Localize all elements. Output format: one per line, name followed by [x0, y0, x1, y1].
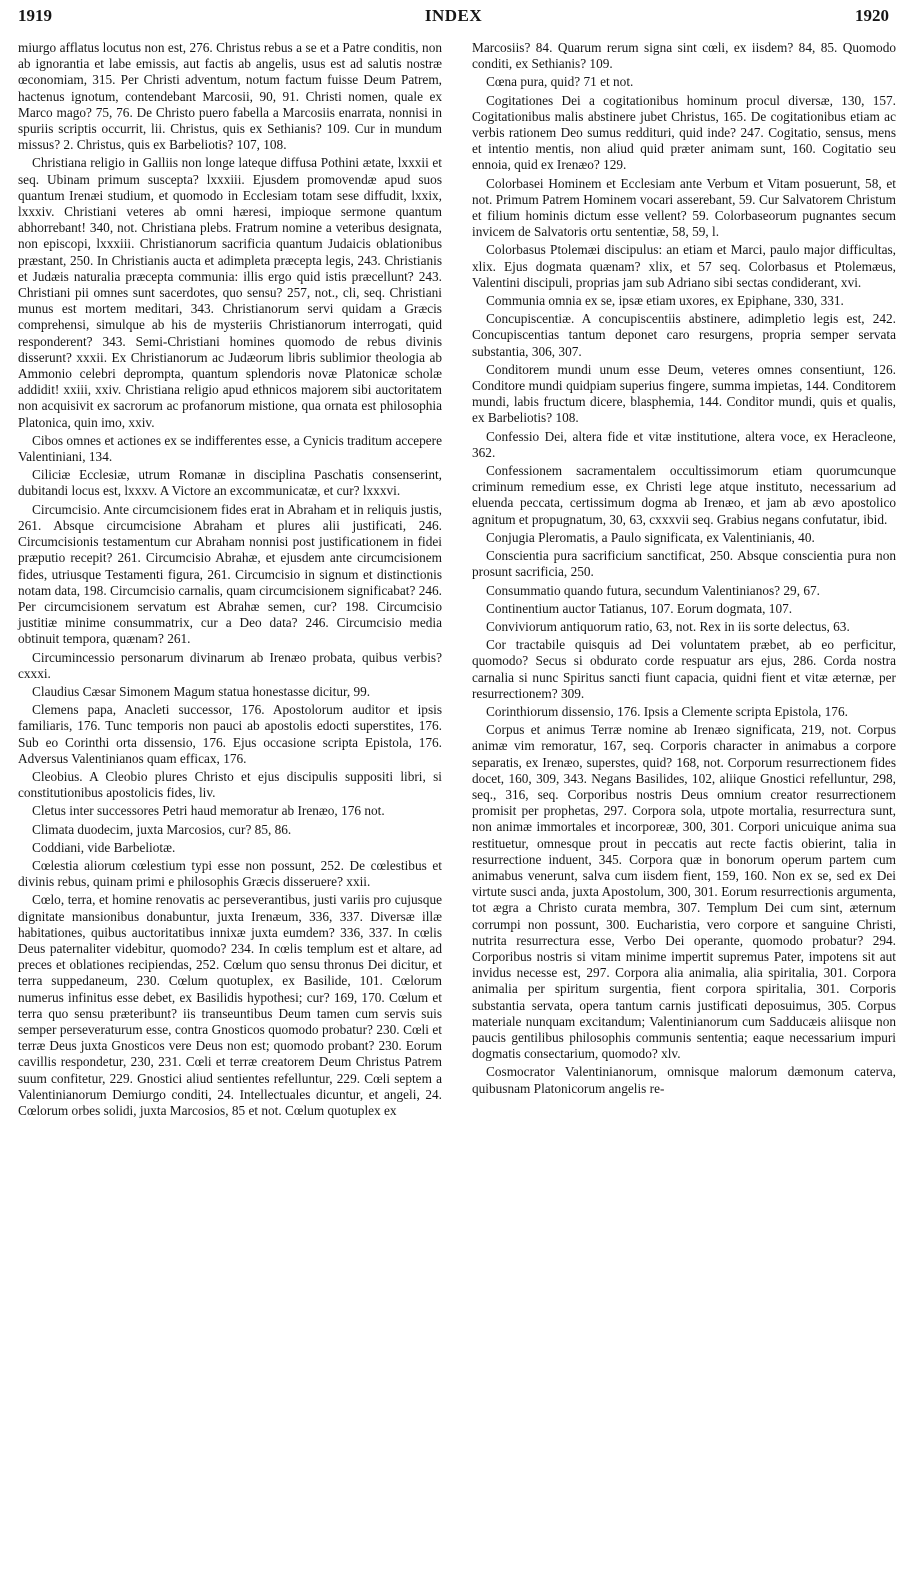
- index-entry: Concupiscentiæ. A concupiscentiis abstinere, adimpletio legis est, 242. Concupiscentias tantum deponet caro resurgens, propria semper servata substantia, 306, 307.: [472, 311, 896, 359]
- index-entry: Cibos omnes et actiones ex se indifferentes esse, a Cynicis traditum accepere Valentiniani, 134.: [18, 432, 442, 465]
- page-header: [18, 4, 889, 30]
- index-entry: Conjugia Pleromatis, a Paulo significata, ex Valentinianis, 40.: [486, 529, 815, 545]
- index-entry: Conditorem mundi unum esse Deum, veteres omnes consentiunt, 126. Conditore mundi quidpiam superius fingere, summa impietas, 144. Conditorem mundi, labis fructum dicere, blasphemia, 144. Conditor mundi, quis et qualis, ex Barbeliotis? 108.: [472, 361, 896, 426]
- index-entry: Communia omnia ex se, ipsæ etiam uxores, ex Epiphane, 330, 331.: [486, 293, 844, 309]
- index-entry: Circumcisio. Ante circumcisionem fides erat in Abraham et in reliquis justis, 261. Absque circumcisione Abraham et plures alii justificati, 246. Circumcisionis testamentum cur Abraham nonnisi post justificationem in fidei præputio recepit? 261. Circumcisio Abrahæ, et ejusdem ante circumcisionem fides, utriusque Testamenti figura, 261. Circumcisio in signum et distinctionis notam data, 198. Circumcisio carnalis, quam circumcisionem significabat? 246. Per circumcisionem servatum est Abrahæ semen, cur? 198. Circumcisio justitiæ minime consummatrix, cur a Deo data? 246. Circumcisio media obtinuit tempora, quænam? 261.: [18, 501, 442, 647]
- index-entry: Cleobius. A Cleobio plures Christo et ejus discipulis suppositi libri, si constitutionibus apostolicis fides, liv.: [18, 768, 442, 801]
- running-title: INDEX: [424, 6, 483, 25]
- index-entry: Cogitationes Dei a cogitationibus hominum procul diversæ, 130, 157. Cogitationibus malis abstinere jubet Christus, 165. De cogitationibus etiam ac verbis rationem Deo sumus reddituri, quid inde? 247. Cogitatio, sensus, mens et intentio mentis, non aliud quid præter animam sunt, 160. Cogitatio seu ennoia, quid ex Irenæo? 129.: [472, 92, 896, 173]
- index-entry: Cosmocrator Valentinianorum, omnisque malorum dæmonum caterva, quibusnam Platonicorum angelis re-: [472, 1064, 896, 1096]
- index-entry: Cor tractabile quisquis ad Dei voluntatem præbet, ab eo perficitur, quomodo? Secus si obdurato corde respuatur ars ejus, 286. Corda nostra carnalia si nunc Spiritus sancti fiunt capacia, quidni fient et vitæ æternæ, per resurrectionem? 309.: [472, 637, 896, 701]
- index-entry: Conscientia pura sacrificium sanctificat, 250. Absque conscientia pura non prosunt sacrificia, 250.: [472, 548, 896, 580]
- index-entry: Ciliciæ Ecclesiæ, utrum Romanæ in disciplina Paschatis consenserint, dubitandi locus est, lxxxv. A Victore an excommunicatæ, et cur? lxxxvi.: [18, 467, 442, 499]
- index-entry: Claudius Cæsar Simonem Magum statua honestasse dicitur, 99.: [32, 683, 371, 699]
- index-entry: Conviviorum antiquorum ratio, 63, not. Rex in iis sorte delectus, 63.: [486, 618, 850, 634]
- right-column: [472, 40, 896, 1099]
- index-entry: Continentium auctor Tatianus, 107. Eorum dogmata, 107.: [486, 600, 793, 616]
- index-entry: Coddiani, vide Barbeliotæ.: [32, 839, 176, 855]
- index-entry: Colorbasus Ptolemæi discipulus: an etiam et Marci, paulo major difficultas, xlix. Ejus dogmata quænam? xlix, et 57 seq. Colorbasus et Ptolemæus, Valentini discipuli, proprias jam sub Adriano sibi sectas condiderant, xvi.: [472, 242, 896, 290]
- index-entry: Climata duodecim, juxta Marcosios, cur? 85, 86.: [32, 821, 292, 837]
- index-entry: Confessionem sacramentalem occultissimorum etiam quorumcunque criminum remedium esse, ex Christi lege atque instituto, necessarium ad eluenda peccata, certissimum dogma ab Irenæo, et jam ab ævo apostolico agnitum et propugnatum, 30, 63, cxxxvii seq. Grabius negans confutatur, ibid.: [472, 463, 896, 527]
- index-entry: Corinthiorum dissensio, 176. Ipsis a Clemente scripta Epistola, 176.: [486, 703, 848, 719]
- index-entry: Cœlestia aliorum cœlestium typi esse non possunt, 252. De cœlestibus et divinis rebus, quinam primi e philosophis Græcis disseruere? xxii.: [18, 857, 442, 890]
- index-entry: Confessio Dei, altera fide et vitæ institutione, altera voce, ex Heracleone, 362.: [472, 428, 896, 460]
- index-entry: Cœna pura, quid? 71 et not.: [486, 74, 634, 90]
- index-entry: miurgo afflatus locutus non est, 276. Christus rebus a se et a Patre conditis, non ab ignorantia et labe emissis, aut factis ab angelis, usus est ad salutis nostræ œconomiam, 315. Per Christi adventum, notum factum fuisse Deum Patrem, hactenus ignotum, contendebant Marcosii, 90, 91. Christi nomen, quale ex Marco mago? 75, 76. De Christo puero fabella a Marcosiis enarrata, nonnisi in spuriis scriptis occurrit, lii. Christus, quis ex Sethianis? 109. Cur in mundum missus? 2. Christus, quis ex Barbeliotis? 107, 108.: [18, 40, 442, 153]
- right-page-number: 1920: [855, 6, 889, 25]
- index-entry: Consummatio quando futura, secundum Valentinianos? 29, 67.: [486, 582, 820, 598]
- index-entry: Clemens papa, Anacleti successor, 176. Apostolorum auditor et ipsis familiaris, 176. Tunc temporis non pauci ab apostolis edocti superstites, 176. Sub eo Corinthi orta dissensio, 176. Ejus occasione scripta Epistola, 176. Adversus Valentinianos quam efficax, 176.: [18, 702, 442, 766]
- left-column: [18, 40, 442, 1121]
- index-entry: Marcosiis? 84. Quarum rerum signa sint cœli, ex iisdem? 84, 85. Quomodo conditi, ex Sethianis? 109.: [472, 40, 896, 72]
- index-entry: Colorbasei Hominem et Ecclesiam ante Verbum et Vitam posuerunt, 58, et not. Primum Patrem Hominem vocari asserebant, 59. Cur Salvatorem Christum et filium hominis dictum esse vellent? 59. Colorbaseorum pugnantes secum invicem de Salvatoris ortu sententiæ, 58, 59, l.: [472, 175, 896, 240]
- index-entry: Circumincessio personarum divinarum ab Irenæo probata, quibus verbis? cxxxi.: [18, 649, 442, 681]
- index-entry: Corpus et animus Terræ nomine ab Irenæo significata, 219, not. Corpus animæ vim remoratur, 167, seq. Corporis character in animabus a corpore separatis, ex Irenæo, superstes, quid? 168, not. Corporum resurrectionem fides docet, 160, 309, 343. Negans Basilides, 102, aliique Gnostici refelluntur, 298, seq., 316, seq. Corporibus nostris Deus omnium creator resurrectionem promisit per prophetas, 297. Corpora sola, utpote mortalia, resurrectura sunt, non animæ immortales et incorporeæ, 300, 301. Corpori unicuique anima sua restituetur, omnesque prout in peccatis aut recte factis obierint, talia in resurrectione induent, 345. Corpora quæ in bonorum operum partem cum animabus venerunt, salva cum iisdem fient, 159, 160. Non ex se, sed ex Dei virtute susci anda, juxta Apostolum, 300, 301. Eorum resurrectionis argumenta, tot ægra a Christo curata membra, 307. Templum Dei cum sint, æternum corrumpi non possunt, 300. Eucharistia, vero corpore et sanguine Christi, nutrita resurrectura esse, Verbo Dei operante, quomodo probatur? 294. Corporibus nostris si vitam minime impertit supremus Pater, impotens sit aut invidus necesse est, 297. Corpora alia animalia, alia spiritalia, 301. Corpora animalia per spiritum surgentia, fient corpora spiritalia, 301. Corporis substantia servata, opera tantum carnis justificati deposuimus, 305. Corpus materiale nunquam excitandum; Valentinianorum cum Sadducæis aliisque non paucis gentilibus philosophis communis sententia; eaque necessarium impuri dogmatis consectarium, quomodo? xlv.: [472, 722, 896, 1062]
- index-entry: Christiana religio in Galliis non longe lateque diffusa Pothini ætate, lxxxii et seq. Ubinam primum suscepta? lxxxiii. Ejusdem promovendæ apud suos quantum Irenæi studium, et quomodo in Ecclesiam totam sese diffudit, lxxix, lxxxiv. Christiani veteres ab omni hæresi, impioque sermone quantum abhorrebant! 340, not. Christiana plebs. Fratrum nomine a veteribus designata, non episcopi, lxxxiii. Christianorum sacrificia quantum Judaicis oblationibus præstant, 250. In Christianis aucta et adimpleta præcepta legis, 243. Christianis et Judæis naturalia præcepta communia: illis ergo quid istis præcellunt? 243. Christiani pii omnes sunt sacerdotes, quo sensu? 257, not., cli, seq. Christiani munus est mortem meditari, 343. Christianorum servi quidam a Græcis comprehensi, simulque ab his de mysteriis Christianorum interrogati, quid responderent? 343. Semi-Christiani homines quomodo de rebus divinis disserunt? xxxii. Ex Christianorum ac Judæorum libris sublimior theologia ab Ammonio celebri deprompta, quantum splendoris novæ Platonicæ scholæ addidit! xxiii, xxiv. Christiana religio apud ethnicos majorem sibi auctoritatem non acquisivit ex sacrorum ac profanorum mistione, qua ornata est philosophia Platonica, quin imo, xxiv.: [18, 155, 442, 430]
- index-entry: Cletus inter successores Petri haud memoratur ab Irenæo, 176 not.: [32, 803, 385, 819]
- index-entry: Cœlo, terra, et homine renovatis ac perseverantibus, justi variis pro cujusque dignitate mansionibus donabuntur, juxta Irenæum, 336, 337. Diversæ illæ habitationes, quibus auctoritatibus innixæ juxta eumdem? 336, 337. In cœlis Deus paternaliter videbitur, quomodo? 234. In cœlis templum est et altare, ad preces et oblationes recipiendas, 252. Cœlum quo sensu thronus Dei dicitur, et terra suppedaneum, 230. Cœlum quotuplex, ex Basilide, 101. Cœlorum numerus infinitus esse debet, ex Basilidis hypothesi; cur? 169, 170. Cœlum et terra quo sensu præteribunt? iis transeuntibus Deum tamen cum servis suis semper perseveraturum esse, contra Gnosticos quomodo probatur? 230. Cœli et terræ Deus juxta Gnosticos vere Deus non est; quomodo probant? 230. Eorum cavillis respondetur, 230, 231. Cœli et terræ creatorem Deum Christus Patrem suum confitetur, 229. Gnostici aliud sentientes refelluntur, 229. Cœli septem a Valentinianorum Demiurgo conditi, 24. Intellectuales dicuntur, et angeli, 24. Cœlorum orbes solidi, juxta Marcosios, 85 et not. Cœlum quotuplex ex: [18, 892, 442, 1118]
- left-page-number: 1919: [18, 6, 52, 25]
